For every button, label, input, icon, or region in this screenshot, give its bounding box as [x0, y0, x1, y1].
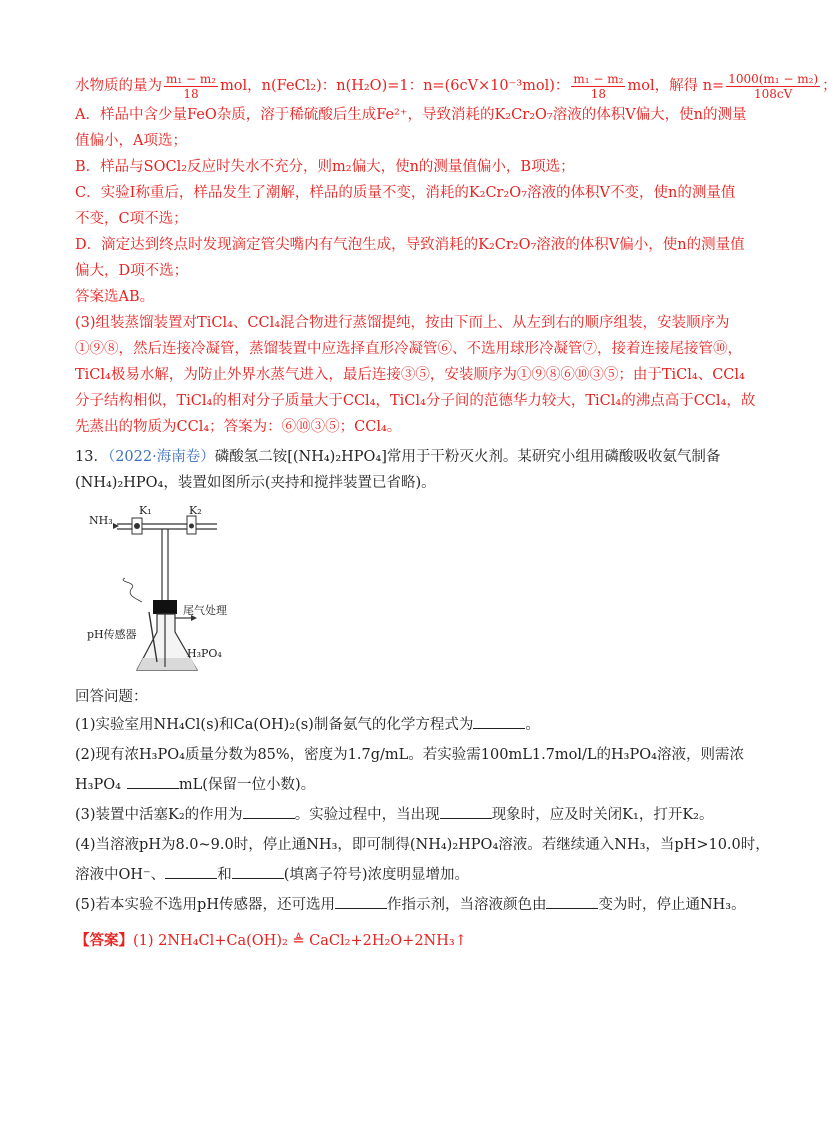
option-d-line-2: 偏大，D项不选；	[75, 263, 189, 279]
fraction-1: $\frac{\text{m₁ − m₂}}{18}$	[166, 71, 217, 101]
answer-blank-5[interactable]	[165, 864, 217, 879]
label-nh3: NH₃	[89, 514, 113, 527]
part3-line-5: 先蒸出的物质为CCl₄；答案为：⑥⑩③⑤；CCl₄。	[75, 419, 402, 435]
part3-line-4: 分子结构相似，TiCl₄的相对分子质量大于CCl₄，TiCl₄分子间的范德华力较大，TiCl₄的沸点高于CCl₄，故	[75, 393, 756, 409]
option-a-line-2: 值偏小，A项选；	[75, 133, 187, 149]
option-c-line-1: C．实验I称重后，样品发生了潮解，样品的质量不变，消耗的K₂Cr₂O₇溶液的体积V不变，使n的测量值	[75, 185, 736, 201]
answer-blank-4[interactable]	[440, 804, 492, 819]
label-ph-sensor: pH传感器	[87, 628, 137, 641]
q13-sub-5: (5)若本实验不选用pH传感器，还可选用 作指示剂，当溶液颜色由 变为时，停止通NH₃。	[75, 890, 735, 920]
answer-label: 【答案】	[75, 932, 133, 949]
document-page	[75, 70, 837, 958]
label-tail-gas: 尾气处理	[183, 604, 227, 617]
option-c-line-2: 不变，C项不选；	[75, 211, 188, 227]
option-b: B．样品与SOCl₂反应时失水不充分，则m₂偏大，使n的测量值偏小，B项选；	[75, 159, 575, 175]
apparatus-figure	[87, 502, 267, 678]
solution-line-1: 水物质的量为 $\frac{\text{m₁ − m₂}}{18}$ mol，n(FeCl₂)：n(H₂O)=1：n=(6cV×10⁻³mol)： $\frac{\text{m₁ − m₂}}{18}$ mol，解得 n= $\frac{\text{1000(m₁ − m₂)}}{108cV}$ ；	[75, 71, 837, 101]
option-d-line-1: D．滴定达到终点时发现滴定管尖嘴内有气泡生成，导致消耗的K₂Cr₂O₇溶液的体积V偏小，使n的测量值	[75, 237, 745, 253]
option-a-line-1: A．样品中含少量FeO杂质，溶于稀硫酸后生成Fe²⁺，导致消耗的K₂Cr₂O₇溶液的体积V偏大，使n的测量	[75, 107, 747, 123]
part3-line-3: TiCl₄极易水解，为防止外界水蒸气进入，最后连接③⑤，安装顺序为①⑨⑧⑥⑩③⑤；由于TiCl₄、CCl₄	[75, 367, 745, 383]
question-source: （2022·海南卷）	[107, 449, 215, 465]
q13-line-1: 13．（2022·海南卷）磷酸氢二铵[(NH₄)₂HPO₄]常用于干粉灭火剂。某研究小组用磷酸吸收氨气制备	[75, 449, 721, 465]
answer-line	[75, 924, 735, 958]
q13-sub-3: (3)装置中活塞K₂的作用为 。实验过程中，当出现 现象时，应及时关闭K₁，打开K₂。	[75, 800, 735, 830]
answer-blank-7[interactable]	[335, 894, 387, 909]
q13-sub-1: (1)实验室用NH₄Cl(s)和Ca(OH)₂(s)制备氨气的化学方程式为 。	[75, 710, 735, 740]
answer-blank-1[interactable]	[473, 714, 525, 729]
fraction-3: $\frac{\text{1000(m₁ − m₂)}}{108cV}$	[728, 71, 819, 101]
q13-sub-2-cont: H₃PO₄ mL(保留一位小数)。	[75, 770, 735, 800]
fraction-2: $\frac{\text{m₁ − m₂}}{18}$	[573, 71, 624, 101]
q13-line-2: (NH₄)₂HPO₄，装置如图所示(夹持和搅拌装置已省略)。	[75, 475, 436, 491]
solution-block	[75, 70, 837, 440]
answer-equation: (1) 2NH₄Cl+Ca(OH)₂ ≜ CaCl₂+2H₂O+2NH₃↑	[133, 933, 467, 949]
answer-blank-3[interactable]	[243, 804, 295, 819]
answer-prompt: 回答问题：	[75, 689, 148, 705]
answer-ab: 答案选AB。	[75, 289, 155, 305]
q13-sub-4: (4)当溶液pH为8.0~9.0时，停止通NH₃，即可制得(NH₄)₂HPO₄溶液。若继续通入NH₃，当pH>10.0时，	[75, 837, 770, 853]
question-13	[75, 444, 770, 958]
label-h3po4: H₃PO₄	[187, 647, 222, 660]
part3-line-1: (3)组装蒸馏装置对TiCl₄、CCl₄混合物进行蒸馏提纯，按由下而上、从左到右的顺序组装，安装顺序为	[75, 315, 730, 331]
apparatus-diagram	[87, 502, 267, 678]
part3-line-2: ①⑨⑧，然后连接冷凝管，蒸馏装置中应选择直形冷凝管⑥、不选用球形冷凝管⑦，接着连接尾接管⑩，	[75, 341, 742, 357]
label-k1: K₁	[139, 504, 152, 517]
answer-blank-2[interactable]	[127, 774, 179, 789]
q13-sub-4-cont: 溶液中OH⁻、 和 (填离子符号)浓度明显增加。	[75, 860, 735, 890]
q13-sub-2: (2)现有浓H₃PO₄质量分数为85%，密度为1.7g/mL。若实验需100mL1.7mol/L的H₃PO₄溶液，则需浓	[75, 747, 744, 763]
question-number: 13．	[75, 449, 108, 465]
answer-blank-6[interactable]	[232, 864, 284, 879]
answer-blank-8[interactable]	[546, 894, 598, 909]
label-k2: K₂	[189, 504, 202, 517]
